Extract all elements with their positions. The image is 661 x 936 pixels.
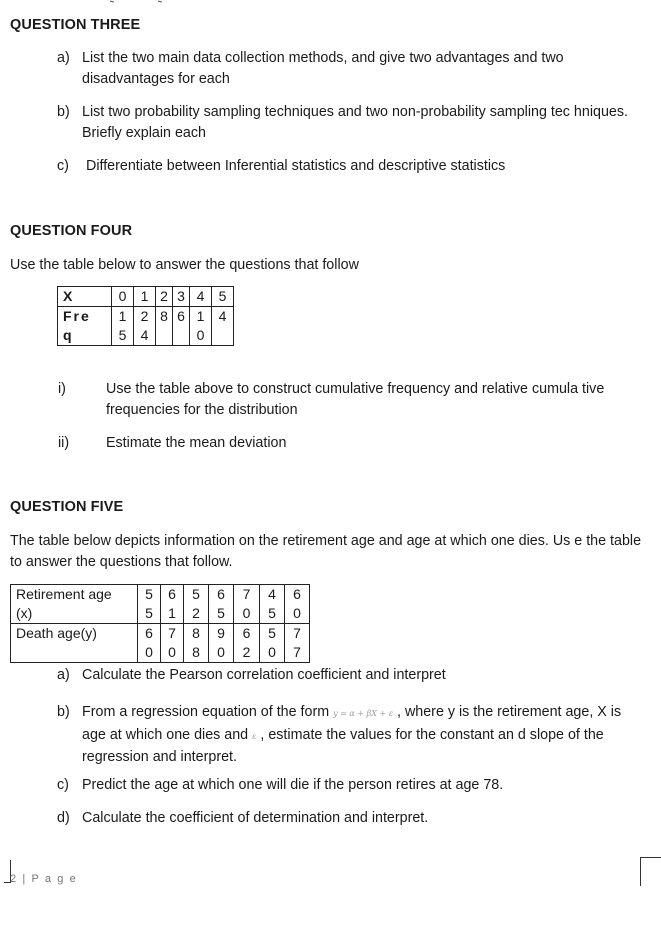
table-cell: 7: [285, 624, 310, 644]
table-cell: 8: [184, 643, 209, 663]
table-cell: 2: [134, 307, 156, 327]
page-footer: 2 | P a g e: [10, 873, 78, 885]
q5-item-c-text: Predict the age at which one will die if the person retires at age 78.: [82, 777, 504, 793]
retirement-age-label-top: Retirement age: [11, 585, 138, 605]
table-cell: 6: [161, 585, 184, 605]
table-cell: 2: [184, 604, 209, 624]
table-cell: 5: [112, 326, 134, 346]
table-cell: 2: [156, 287, 173, 307]
freq-header-cell-bottom: q: [58, 326, 112, 346]
table-cell: 7: [161, 624, 184, 644]
table-cell: 6: [173, 307, 190, 327]
table-cell: 0: [209, 643, 234, 663]
table-cell: [173, 326, 190, 346]
table-cell: 0: [260, 643, 285, 663]
q5-item-c-label: c): [57, 777, 69, 793]
table-cell: 6: [209, 585, 234, 605]
table-cell: 2: [234, 643, 260, 663]
table-cell: 8: [156, 307, 173, 327]
freq-header-cell-top: Fre: [58, 307, 112, 327]
table-cell: 7: [285, 643, 310, 663]
table-cell: 5: [184, 585, 209, 605]
q3-item-c-label: c): [57, 158, 69, 174]
regression-formula: y = α + βX + ε: [333, 709, 394, 718]
table-cell: 6: [234, 624, 260, 644]
question-four-heading: QUESTION FOUR: [10, 223, 133, 239]
death-age-label: Death age(y): [11, 624, 138, 644]
retirement-death-table: [10, 584, 310, 663]
table-cell: 0: [190, 326, 212, 346]
retirement-age-label-bottom: (x): [11, 604, 138, 624]
question-five-heading: QUESTION FIVE: [10, 499, 124, 515]
table-cell: 5: [212, 287, 234, 307]
x-header-cell: X: [58, 287, 112, 307]
frequency-table: [57, 286, 234, 346]
footer-right-corner-mark: [640, 857, 661, 886]
table-row: [58, 307, 234, 327]
table-cell: 4: [190, 287, 212, 307]
table-row: [58, 287, 234, 307]
table-row: [11, 585, 310, 605]
table-row: [11, 624, 310, 644]
table-cell: 1: [161, 604, 184, 624]
table-row: [11, 604, 310, 624]
table-cell: 6: [285, 585, 310, 605]
table-cell: 0: [285, 604, 310, 624]
table-cell: [212, 326, 234, 346]
q4-item-ii-text: Estimate the mean deviation: [106, 435, 287, 451]
question-four-intro: Use the table below to answer the questions that follow: [10, 257, 359, 273]
q4-item-ii-label: ii): [58, 435, 70, 451]
q5-item-d-label: d): [57, 810, 70, 826]
table-cell: 1: [112, 307, 134, 327]
table-cell: 8: [184, 624, 209, 644]
table-cell: 5: [260, 604, 285, 624]
question-three-heading: QUESTION THREE: [10, 17, 141, 33]
q3-item-c-text: Differentiate between Inferential statistics and descriptive statistics: [86, 158, 506, 174]
q5-item-a-text: Calculate the Pearson correlation coefficient and interpret: [82, 667, 446, 683]
table-cell: 0: [138, 643, 161, 663]
cropped-text-remnant: [60, 0, 170, 3]
q3-item-a-label: a): [57, 50, 70, 66]
table-cell: [156, 326, 173, 346]
table-cell: 4: [134, 326, 156, 346]
table-cell: [11, 643, 138, 663]
table-cell: 5: [138, 585, 161, 605]
table-cell: 0: [112, 287, 134, 307]
table-cell: 5: [209, 604, 234, 624]
table-row: [58, 326, 234, 346]
question-five-intro: The table below depicts information on the retirement age and age at which one dies. Us e the table to answer the questions that follow.: [10, 533, 642, 570]
table-cell: 6: [138, 624, 161, 644]
table-cell: 1: [190, 307, 212, 327]
table-row: [11, 643, 310, 663]
epsilon-symbol: ε: [252, 731, 257, 741]
table-cell: 5: [260, 624, 285, 644]
q5-item-d-text: Calculate the coefficient of determination and interpret.: [82, 810, 429, 826]
q5-item-b-label: b): [57, 704, 70, 720]
table-cell: 4: [212, 307, 234, 327]
q3-item-a-text: List the two main data collection methods, and give two advantages and two disadvantages for each: [82, 50, 564, 87]
q5-item-b-text: [82, 702, 647, 768]
q5-item-b-text-mid: , where y is the retirement age, X is age at which one dies and: [82, 704, 622, 743]
q5-item-b-text-before: From a regression equation of the form: [82, 704, 330, 720]
table-cell: 1: [134, 287, 156, 307]
table-cell: 3: [173, 287, 190, 307]
table-cell: 9: [209, 624, 234, 644]
table-cell: 0: [234, 604, 260, 624]
q5-item-b-text-after: , estimate the values for the constant an d slope of the regression and interpret.: [82, 726, 604, 765]
q3-item-b-text: List two probability sampling techniques and two non-probability sampling tec hniques. Briefly explain each: [82, 104, 628, 141]
q4-item-i-text: Use the table above to construct cumulative frequency and relative cumula tive frequencies for the distribution: [106, 381, 605, 418]
table-cell: 4: [260, 585, 285, 605]
q4-item-i-label: i): [58, 381, 66, 397]
q3-item-b-label: b): [57, 104, 70, 120]
table-cell: 0: [161, 643, 184, 663]
table-cell: 7: [234, 585, 260, 605]
table-cell: 5: [138, 604, 161, 624]
q5-item-a-label: a): [57, 667, 70, 683]
